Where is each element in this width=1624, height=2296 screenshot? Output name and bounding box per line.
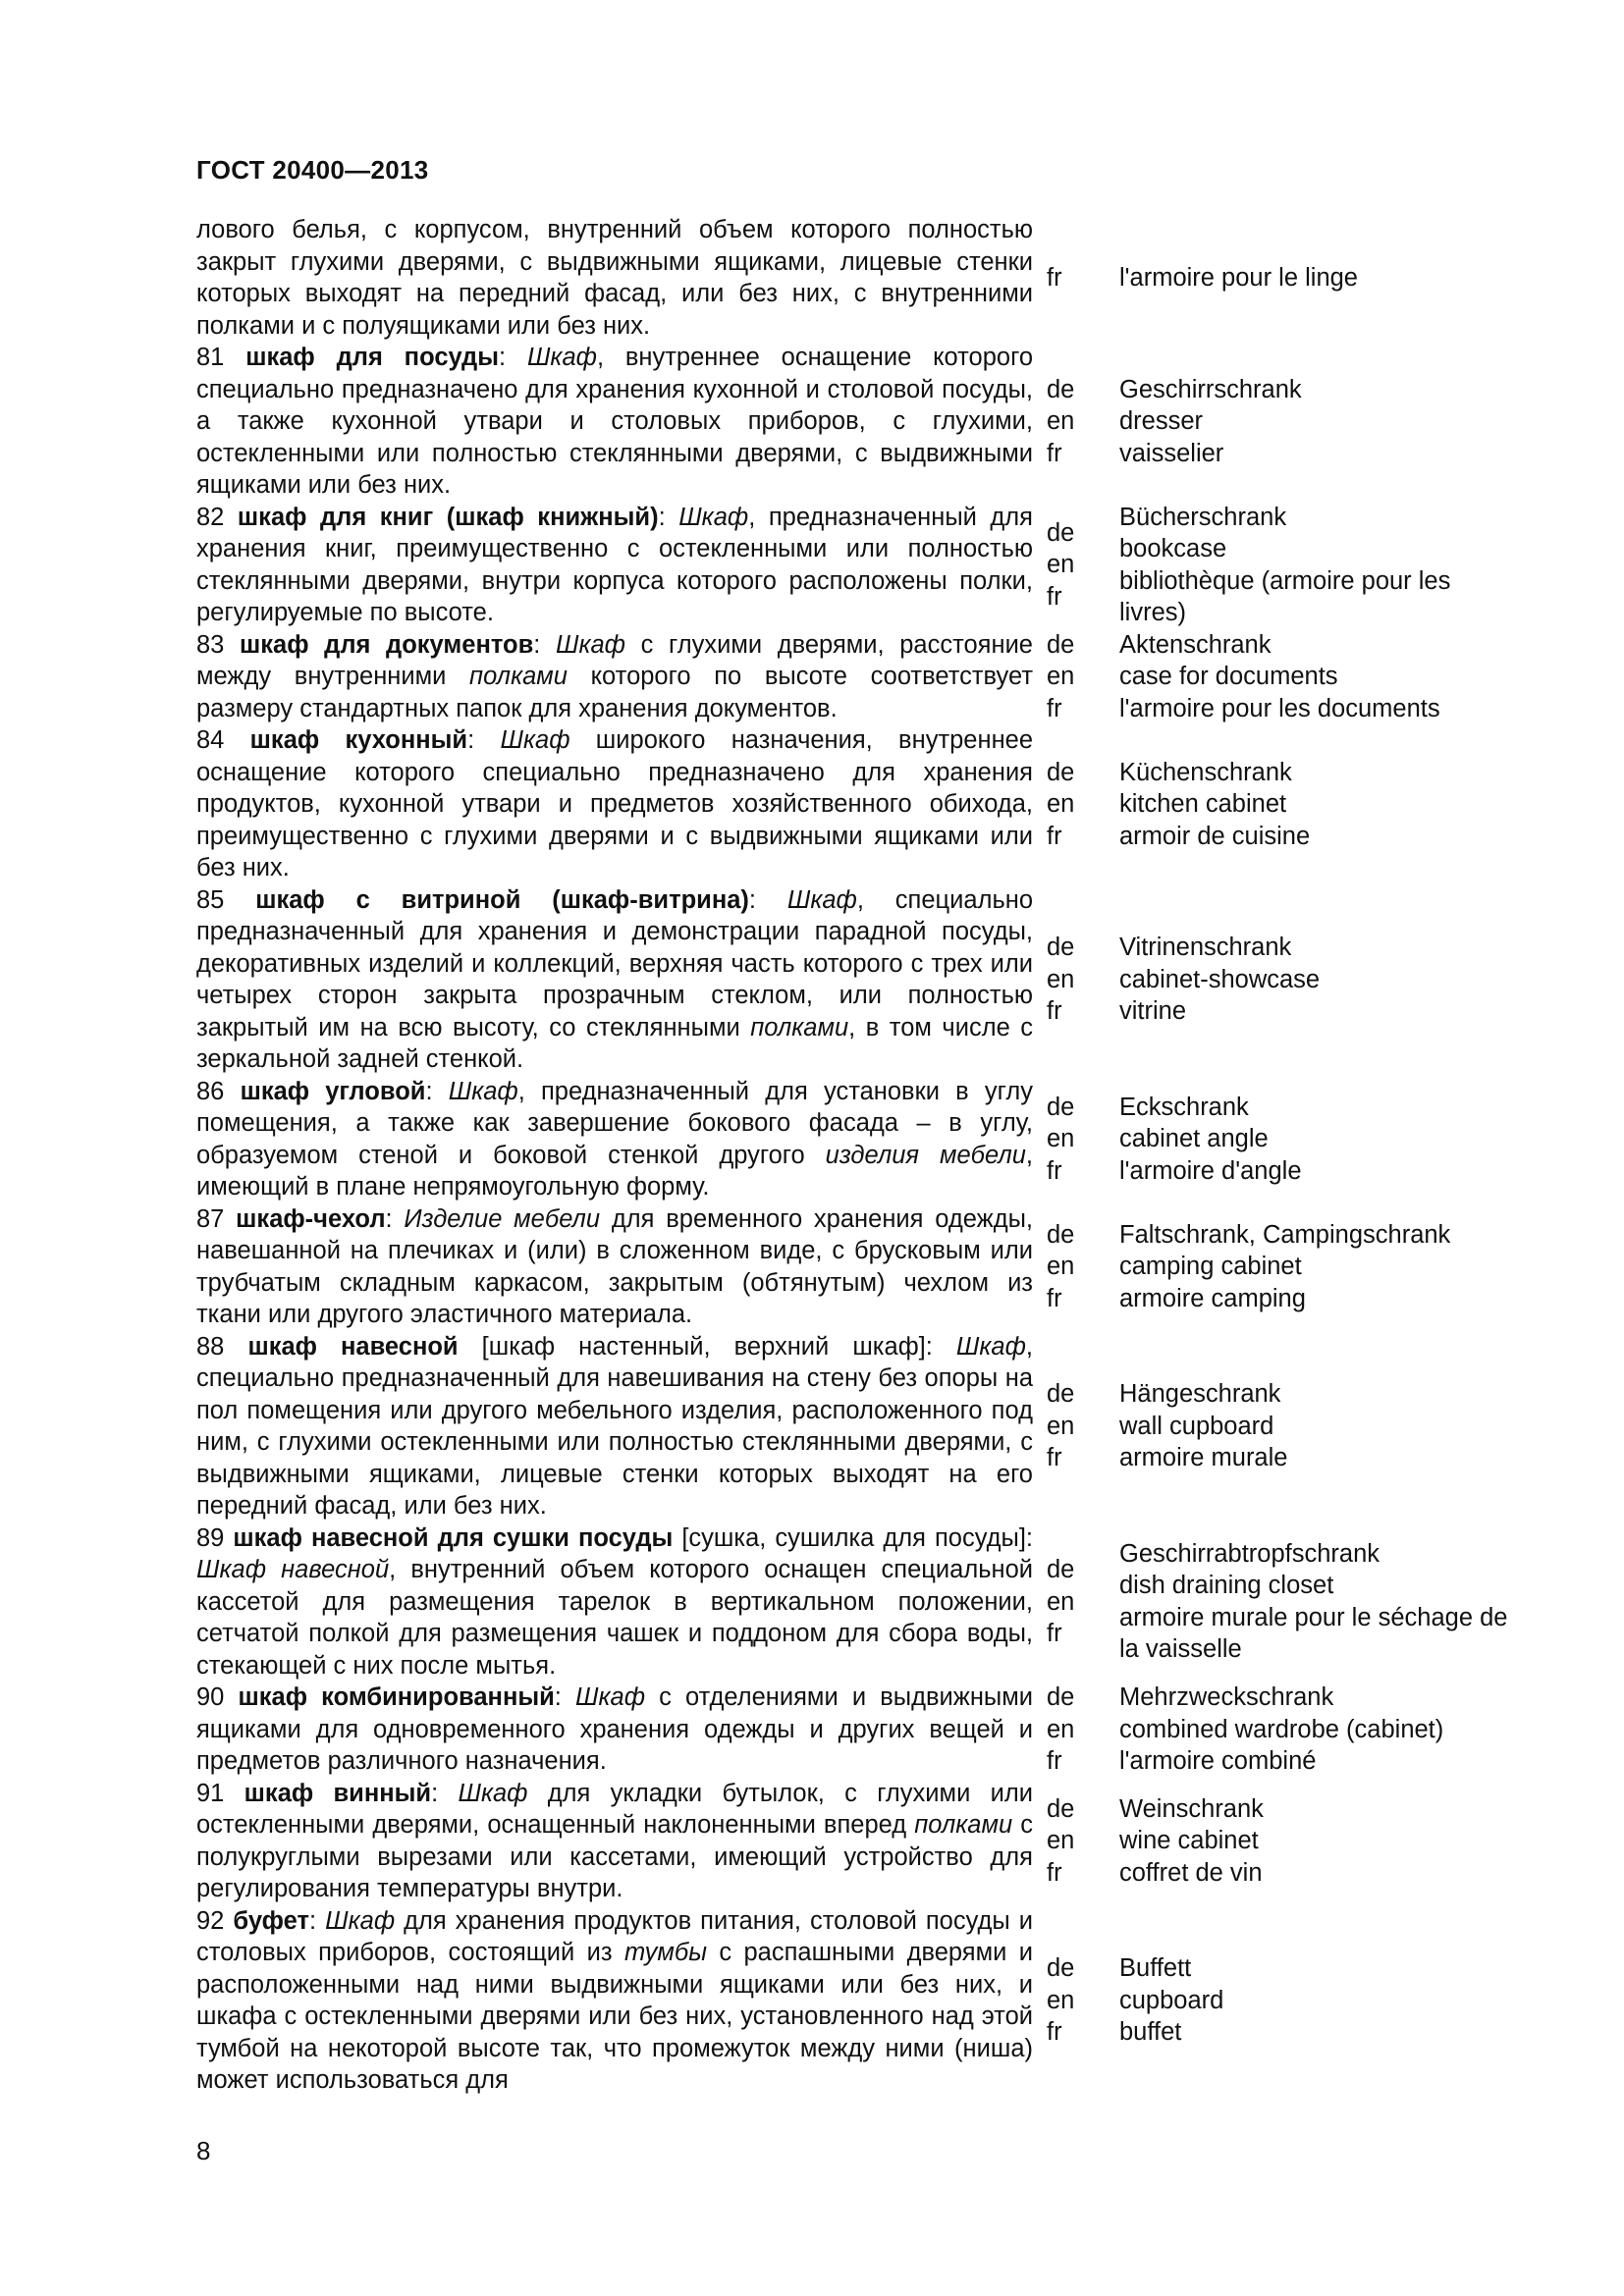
language-code: fr <box>1047 2018 1062 2047</box>
language-code: de <box>1047 758 1075 786</box>
language-codes <box>1047 1682 1119 1778</box>
equivalent-term: kitchen cabinet <box>1119 790 1287 818</box>
language-code: en <box>1047 1986 1075 2014</box>
term-definition <box>196 342 1033 502</box>
column-gap <box>1033 1203 1047 1331</box>
column-gap <box>1033 724 1047 884</box>
term-entry-row <box>196 1522 1512 1682</box>
term-entry-row <box>196 1682 1512 1778</box>
terms-table <box>196 214 1512 2097</box>
foreign-equivalents <box>1119 1778 1512 1905</box>
term-name: шкаф навесной для сушки посуды <box>233 1523 674 1552</box>
language-code: en <box>1047 1715 1075 1743</box>
language-code: fr <box>1047 822 1062 850</box>
language-code: de <box>1047 375 1075 403</box>
term-definition <box>196 1522 1033 1682</box>
equivalent-term: bookcase <box>1119 535 1227 562</box>
language-code: de <box>1047 1794 1075 1823</box>
term-name: шкаф-чехол <box>236 1204 386 1233</box>
term-definition <box>196 1331 1033 1522</box>
term-name: шкаф винный <box>244 1779 432 1807</box>
language-code: fr <box>1047 1284 1062 1312</box>
equivalent-term: armoir de cuisine <box>1119 822 1311 850</box>
column-gap <box>1033 1682 1047 1778</box>
column-gap <box>1033 629 1047 725</box>
language-codes <box>1047 724 1119 884</box>
language-code: de <box>1047 1556 1075 1583</box>
document-header: ГОСТ 20400—2013 <box>196 155 429 185</box>
equivalent-term: Weinschrank <box>1119 1794 1264 1823</box>
equivalent-term: case for documents <box>1119 663 1338 690</box>
equivalent-term: coffret de vin <box>1119 1858 1263 1887</box>
language-codes <box>1047 214 1119 342</box>
language-code: fr <box>1047 1858 1062 1887</box>
language-code: en <box>1047 790 1075 818</box>
language-code: fr <box>1047 582 1062 611</box>
equivalent-term: Faltschrank, Campingschrank <box>1119 1220 1451 1249</box>
equivalent-term: armoire murale pour le séchage de la vaisselle <box>1119 1603 1508 1664</box>
column-gap <box>1033 502 1047 629</box>
column-gap <box>1033 884 1047 1076</box>
language-codes <box>1047 1778 1119 1905</box>
equivalent-term: l'armoire pour le linge <box>1119 263 1358 292</box>
term-definition-text: : Шкаф для хранения продуктов питания, столовой посуды и столовых приборов, состоящий из тумбы с распашными дверями и расположенными над ними выдвижными ящиками или без них, и шкафа с остекленными дверями или без них, установленного над этой тумбой на некоторой высоте так, что промежуток между ними (ниша) может использоваться для <box>196 1906 1034 2094</box>
equivalent-term: Mehrzweckschrank <box>1119 1683 1334 1711</box>
term-definition <box>196 1905 1033 2097</box>
page-number: 8 <box>196 2136 211 2165</box>
term-entry-row <box>196 884 1512 1076</box>
equivalent-term: Geschirrabtropfschrank <box>1119 1539 1380 1568</box>
term-definition-text: : Изделие мебели для временного хранения одежды, навешанной на плечиках и (или) в сложенном виде, с брусковым или трубчатым складным каркасом, закрытым (обтянутым) чехлом из ткани или другого эластичного материала. <box>196 1204 1033 1328</box>
language-codes <box>1047 342 1119 502</box>
column-gap <box>1033 1905 1047 2097</box>
term-definition-text: : Шкаф с отделениями и выдвижными ящиками для одновременного хранения одежды и других вещей и предметов различного назначения. <box>196 1683 1033 1775</box>
language-code: fr <box>1047 439 1062 467</box>
language-code: de <box>1047 1093 1075 1121</box>
language-code: de <box>1047 1380 1075 1409</box>
language-code: de <box>1047 1954 1075 1983</box>
term-entry-row <box>196 342 1512 502</box>
term-definition-text: [шкаф настенный, верхний шкаф]: Шкаф, специально предназначенный для навешивания на стену без опоры на пол помещения или другого мебельного изделия, расположенного под ним, с глухими остекленными или полностью стеклянными дверями, с выдвижными ящиками, лицевые стенки которых выходят на его передний фасад, или без них. <box>196 1332 1034 1520</box>
equivalent-term: bibliothèque (armoire pour les livres) <box>1119 566 1451 626</box>
term-number: 92 <box>196 1906 225 1935</box>
term-definition-text: : Шкаф для укладки бутылок, с глухими или остекленными дверями, оснащенный наклоненными вперед полками с полукруглыми вырезами или кассетами, имеющий устройство для регулирования температуры внутри. <box>196 1779 1033 1902</box>
foreign-equivalents <box>1119 342 1512 502</box>
equivalent-term: Geschirrschrank <box>1119 375 1302 403</box>
language-codes <box>1047 1522 1119 1682</box>
column-gap <box>1033 1522 1047 1682</box>
language-codes <box>1047 629 1119 725</box>
equivalent-term: vaisselier <box>1119 439 1224 467</box>
term-name: буфет <box>233 1906 309 1935</box>
term-entry-row <box>196 502 1512 629</box>
column-gap <box>1033 214 1047 342</box>
term-number: 82 <box>196 503 225 531</box>
language-code: de <box>1047 1220 1075 1249</box>
equivalent-term: wine cabinet <box>1119 1827 1259 1855</box>
equivalent-term: armoire murale <box>1119 1444 1288 1472</box>
term-entry-row <box>196 1778 1512 1905</box>
language-codes <box>1047 1331 1119 1522</box>
column-gap <box>1033 342 1047 502</box>
term-number: 85 <box>196 885 225 914</box>
term-definition-text: : Шкаф, предназначенный для установки в углу помещения, а также как завершение бокового фасада – в углу, образуемом стеной и боковой стенкой другого изделия мебели, имеющий в плане непрямоугольную форму. <box>196 1077 1033 1201</box>
term-name: шкаф навесной <box>247 1332 459 1361</box>
equivalent-term: cabinet-showcase <box>1119 965 1321 993</box>
language-codes <box>1047 884 1119 1076</box>
term-number: 88 <box>196 1332 225 1361</box>
term-number: 84 <box>196 726 225 754</box>
term-definition-text: : Шкаф, специально предназначенный для хранения и демонстрации парадной посуды, декоративных изделий и коллекций, верхняя часть которого с трех или четырех сторон закрыта прозрачным стеклом, или полностью закрытый им на всю высоту, со стеклянными полками, в том числе с зеркальной задней стенкой. <box>196 885 1034 1073</box>
language-codes <box>1047 1203 1119 1331</box>
language-code: de <box>1047 934 1075 962</box>
language-code: fr <box>1047 1156 1062 1185</box>
language-code: de <box>1047 1683 1075 1711</box>
term-name: шкаф для посуды <box>245 344 500 371</box>
term-number: 90 <box>196 1683 225 1711</box>
equivalent-term: cupboard <box>1119 1986 1224 2014</box>
column-gap <box>1033 1076 1047 1203</box>
term-definition <box>196 884 1033 1076</box>
equivalent-term: Buffett <box>1119 1954 1192 1983</box>
foreign-equivalents <box>1119 884 1512 1076</box>
term-definition <box>196 724 1033 884</box>
language-code: fr <box>1047 1444 1062 1472</box>
foreign-equivalents <box>1119 1203 1512 1331</box>
term-definition <box>196 1076 1033 1203</box>
term-entry-row <box>196 724 1512 884</box>
term-name: шкаф угловой <box>240 1077 426 1105</box>
language-code: de <box>1047 518 1075 547</box>
term-definition <box>196 1682 1033 1778</box>
term-name: шкаф с витриной (шкаф-витрина) <box>255 885 749 914</box>
language-code: en <box>1047 1827 1075 1855</box>
language-codes <box>1047 1905 1119 2097</box>
language-code: en <box>1047 551 1075 579</box>
language-code: fr <box>1047 263 1062 292</box>
term-definition-text: : Шкаф широкого назначения, внутреннее оснащение которого специально предназначено для хранения продуктов, кухонной утвари и предметов хозяйственного обихода, преимущественно с глухими дверями и с выдвижными ящиками или без них. <box>196 726 1034 881</box>
equivalent-term: armoire camping <box>1119 1284 1306 1312</box>
term-definition <box>196 1778 1033 1905</box>
term-definition-text: : Шкаф, внутреннее оснащение которого специально предназначено для хранения кухонной и столовой посуды, а также кухонной утвари и столовых приборов, с глухими, остекленными или полностью стеклянными дверями, с выдвижными ящиками или без них. <box>196 344 1034 499</box>
equivalent-term: l'armoire d'angle <box>1119 1156 1302 1185</box>
term-definition <box>196 502 1033 629</box>
equivalent-term: l'armoire combiné <box>1119 1747 1317 1775</box>
equivalent-term: dish draining closet <box>1119 1572 1334 1600</box>
equivalent-term: Hängeschrank <box>1119 1380 1281 1409</box>
foreign-equivalents <box>1119 502 1512 629</box>
term-entry-row <box>196 1203 1512 1331</box>
term-name: шкаф для документов <box>240 630 534 659</box>
term-entry-row <box>196 1331 1512 1522</box>
equivalent-term: Aktenschrank <box>1119 630 1272 659</box>
term-name: шкаф кухонный <box>249 726 468 754</box>
language-code: fr <box>1047 1620 1062 1647</box>
language-code: en <box>1047 1412 1075 1440</box>
equivalent-term: combined wardrobe (cabinet) <box>1119 1715 1444 1743</box>
language-codes <box>1047 502 1119 629</box>
language-code: en <box>1047 965 1075 993</box>
term-definition <box>196 1203 1033 1331</box>
language-code: fr <box>1047 997 1062 1026</box>
language-code: en <box>1047 407 1075 435</box>
language-code: fr <box>1047 694 1062 722</box>
term-name: шкаф для книг (шкаф книжный) <box>237 503 659 531</box>
term-entry-row <box>196 1905 1512 2097</box>
equivalent-term: Küchenschrank <box>1119 758 1292 786</box>
foreign-equivalents <box>1119 214 1512 342</box>
term-number: 83 <box>196 630 225 659</box>
column-gap <box>1033 1778 1047 1905</box>
term-number: 89 <box>196 1523 225 1552</box>
equivalent-term: l'armoire pour les documents <box>1119 694 1440 722</box>
term-definition-text: : Шкаф, предназначенный для хранения книг, преимущественно с остекленными или полностью стеклянными дверями, внутри корпуса которого расположены полки, регулируемые по высоте. <box>196 503 1033 626</box>
definition-continuation: лового белья, с корпусом, внутренний объем которого полностью закрыт глухими дверями, с выдвижными ящиками, лицевые стенки которых выходят на передний фасад, или без них, с внутренними полками и с полуящиками или без них. <box>196 216 1033 340</box>
language-code: en <box>1047 1125 1075 1153</box>
term-entry-row <box>196 1076 1512 1203</box>
foreign-equivalents <box>1119 1905 1512 2097</box>
term-definition <box>196 214 1033 342</box>
term-entry-row <box>196 629 1512 725</box>
language-code: en <box>1047 663 1075 690</box>
language-code: en <box>1047 1253 1075 1281</box>
foreign-equivalents <box>1119 629 1512 725</box>
equivalent-term: Bücherschrank <box>1119 503 1287 531</box>
equivalent-term: buffet <box>1119 2018 1182 2047</box>
column-gap <box>1033 1331 1047 1522</box>
language-code: de <box>1047 630 1075 659</box>
equivalent-term: dresser <box>1119 407 1204 435</box>
term-entry-row <box>196 214 1512 342</box>
language-code: en <box>1047 1587 1075 1616</box>
term-definition-text: : Шкаф с глухими дверями, расстояние между внутренними полками которого по высоте соответствует размеру стандартных папок для хранения документов. <box>196 630 1033 722</box>
term-name: шкаф комбинированный <box>238 1683 555 1711</box>
equivalent-term: camping cabinet <box>1119 1253 1302 1281</box>
term-number: 86 <box>196 1077 225 1105</box>
equivalent-term: cabinet angle <box>1119 1125 1269 1153</box>
equivalent-term: vitrine <box>1119 997 1187 1026</box>
equivalent-term: Vitrinenschrank <box>1119 934 1292 962</box>
foreign-equivalents <box>1119 1682 1512 1778</box>
term-number: 91 <box>196 1779 225 1807</box>
foreign-equivalents <box>1119 724 1512 884</box>
language-codes <box>1047 1076 1119 1203</box>
equivalent-term: wall cupboard <box>1119 1412 1274 1440</box>
term-definition <box>196 629 1033 725</box>
term-definition-text: [сушка, сушилка для посуды]: Шкаф навесной, внутренний объем которого оснащен специальной кассетой для размещения тарелок в вертикальном положении, сетчатой полкой для размещения чашек и поддоном для сбора воды, стекающей с них после мытья. <box>196 1523 1033 1680</box>
term-number: 87 <box>196 1204 225 1233</box>
foreign-equivalents <box>1119 1076 1512 1203</box>
term-number: 81 <box>196 344 225 371</box>
equivalent-term: Eckschrank <box>1119 1093 1249 1121</box>
language-code: fr <box>1047 1747 1062 1775</box>
foreign-equivalents <box>1119 1331 1512 1522</box>
foreign-equivalents <box>1119 1522 1512 1682</box>
